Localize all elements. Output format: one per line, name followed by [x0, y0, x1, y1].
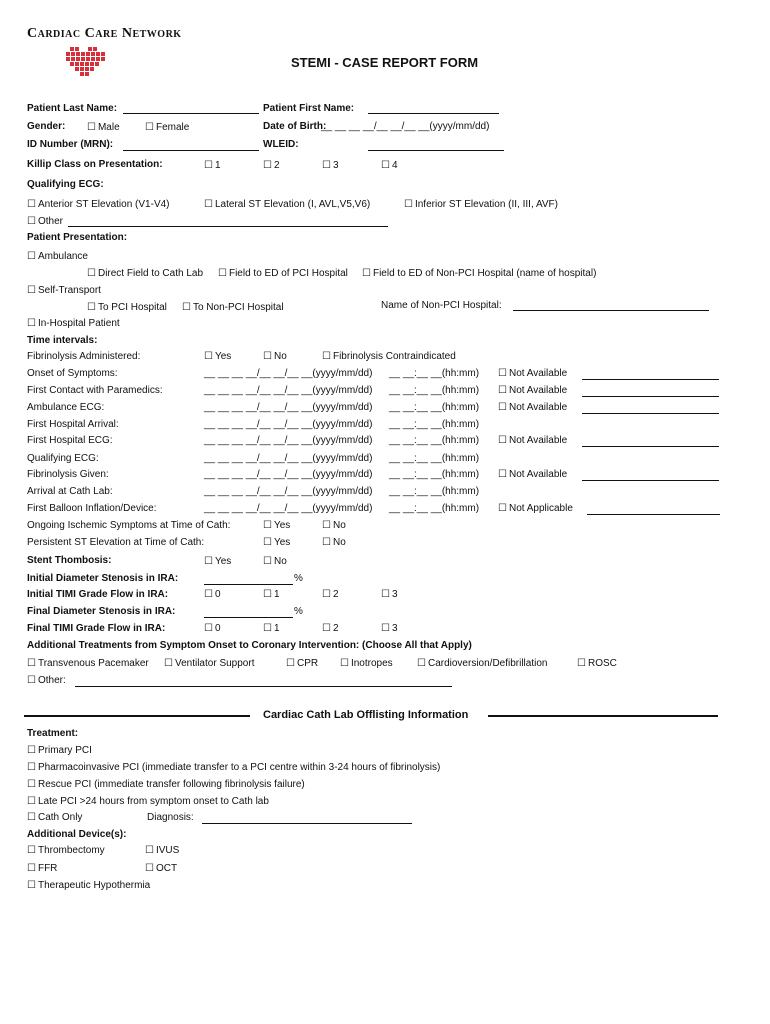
gender-label: Gender:: [27, 121, 66, 132]
wleid-field[interactable]: [368, 150, 504, 151]
logo-text: Cardiac Care Network: [27, 26, 182, 41]
date-field[interactable]: __ __ __ __/__ __/__ __(yyyy/mm/dd): [204, 368, 373, 379]
non-pci-name-field[interactable]: [513, 310, 709, 311]
treatment-label: Treatment:: [27, 728, 79, 739]
cath-only-checkbox[interactable]: ☐ Cath Only: [27, 812, 82, 824]
non-pci-name-label: Name of Non-PCI Hospital:: [381, 300, 502, 311]
reason-field[interactable]: [582, 480, 719, 481]
dob-label: Date of Birth:: [263, 121, 327, 132]
not-available-checkbox[interactable]: ☐ Not Available: [498, 402, 567, 414]
male-checkbox[interactable]: ☐ Male: [87, 122, 120, 134]
to-non-pci-checkbox[interactable]: ☐ To Non-PCI Hospital: [182, 302, 284, 314]
date-field[interactable]: __ __ __ __/__ __/__ __(yyyy/mm/dd): [204, 419, 373, 430]
fibrinolysis-no-checkbox[interactable]: ☐ No: [263, 351, 287, 363]
time-row-label: Fibrinolysis Given:: [27, 469, 109, 480]
initial-stenosis-percent: %: [294, 573, 303, 584]
qualifying-ecg-label: Qualifying ECG:: [27, 179, 104, 190]
date-field[interactable]: __ __ __ __/__ __/__ __(yyyy/mm/dd): [204, 435, 373, 446]
ongoing-no-checkbox[interactable]: ☐ No: [322, 520, 346, 532]
final-stenosis-field[interactable]: [204, 617, 293, 618]
wleid-label: WLEID:: [263, 139, 299, 150]
time-field[interactable]: __ __:__ __(hh:mm): [389, 368, 480, 379]
initial-timi-3-checkbox[interactable]: ☐ 3: [381, 589, 398, 601]
time-row-label: First Hospital Arrival:: [27, 419, 119, 430]
fibrinolysis-yes-checkbox[interactable]: ☐ Yes: [204, 351, 231, 363]
ecg-other-checkbox[interactable]: ☐ Other: [27, 216, 63, 228]
initial-stenosis-field[interactable]: [204, 584, 293, 585]
last-name-field[interactable]: [123, 113, 259, 114]
time-field[interactable]: __ __:__ __(hh:mm): [389, 503, 480, 514]
rosc-checkbox[interactable]: ☐ ROSC: [577, 658, 617, 670]
fibrinolysis-admin-label: Fibrinolysis Administered:: [27, 351, 141, 362]
not-available-checkbox[interactable]: ☐ Not Available: [498, 469, 567, 481]
first-name-label: Patient First Name:: [263, 103, 355, 114]
section-title: Cardiac Cath Lab Offlisting Information: [263, 709, 469, 721]
reason-field[interactable]: [582, 379, 719, 380]
final-stenosis-percent: %: [294, 606, 303, 617]
time-field[interactable]: __ __:__ __(hh:mm): [389, 402, 480, 413]
ecg-other-field[interactable]: [68, 226, 388, 227]
heart-logo-icon: [66, 45, 106, 81]
id-number-field[interactable]: [123, 150, 259, 151]
not-available-checkbox[interactable]: ☐ Not Available: [498, 385, 567, 397]
lateral-checkbox[interactable]: ☐ Lateral ST Elevation (I, AVL,V5,V6): [204, 199, 370, 211]
hypothermia-checkbox[interactable]: ☐ Therapeutic Hypothermia: [27, 880, 150, 892]
initial-timi-0-checkbox[interactable]: ☐ 0: [204, 589, 221, 601]
id-number-label: ID Number (MRN):: [27, 139, 114, 150]
first-name-field[interactable]: [368, 113, 499, 114]
devices-label: Additional Device(s):: [27, 829, 127, 840]
date-field[interactable]: __ __ __ __/__ __/__ __(yyyy/mm/dd): [204, 453, 373, 464]
fibrinolysis-contraindicated-checkbox[interactable]: ☐ Fibrinolysis Contraindicated: [322, 351, 456, 363]
ambulance-checkbox[interactable]: ☐ Ambulance: [27, 251, 88, 263]
to-pci-checkbox[interactable]: ☐ To PCI Hospital: [87, 302, 167, 314]
treatment-other-checkbox[interactable]: ☐ Other:: [27, 675, 66, 687]
cpr-checkbox[interactable]: ☐ CPR: [286, 658, 318, 670]
stent-label: Stent Thombosis:: [27, 555, 112, 566]
initial-timi-1-checkbox[interactable]: ☐ 1: [263, 589, 280, 601]
date-field[interactable]: __ __ __ __/__ __/__ __(yyyy/mm/dd): [204, 503, 373, 514]
ongoing-yes-checkbox[interactable]: ☐ Yes: [263, 520, 290, 532]
final-timi-0-checkbox[interactable]: ☐ 0: [204, 623, 221, 635]
time-field[interactable]: __ __:__ __(hh:mm): [389, 435, 480, 446]
final-timi-3-checkbox[interactable]: ☐ 3: [381, 623, 398, 635]
page-title: STEMI - CASE REPORT FORM: [291, 55, 479, 70]
additional-treatments-label: Additional Treatments from Symptom Onset to Coronary Intervention: (Choose All that Apply): [27, 640, 472, 651]
reason-field[interactable]: [582, 446, 719, 447]
time-field[interactable]: __ __:__ __(hh:mm): [389, 469, 480, 480]
female-checkbox[interactable]: ☐ Female: [145, 122, 189, 134]
primary-pci-checkbox[interactable]: ☐ Primary PCI: [27, 745, 92, 757]
time-row-label: First Contact with Paramedics:: [27, 385, 163, 396]
pacemaker-checkbox[interactable]: ☐ Transvenous Pacemaker: [27, 658, 149, 670]
reason-field[interactable]: [582, 396, 719, 397]
time-field[interactable]: __ __:__ __(hh:mm): [389, 453, 480, 464]
final-timi-1-checkbox[interactable]: ☐ 1: [263, 623, 280, 635]
section-divider-left: [24, 715, 250, 717]
initial-timi-2-checkbox[interactable]: ☐ 2: [322, 589, 339, 601]
pharmaco-pci-checkbox[interactable]: ☐ Pharmacoinvasive PCI (immediate transfer to a PCI centre within 3-24 hours of fibrinolysis): [27, 762, 440, 774]
killip-1-checkbox[interactable]: ☐ 1: [204, 160, 221, 172]
time-row-label: First Balloon Inflation/Device:: [27, 503, 157, 514]
thrombectomy-checkbox[interactable]: ☐ Thrombectomy: [27, 845, 105, 857]
not-available-checkbox[interactable]: ☐ Not Available: [498, 368, 567, 380]
direct-cath-checkbox[interactable]: ☐ Direct Field to Cath Lab: [87, 268, 203, 280]
reason-field[interactable]: [582, 413, 719, 414]
time-row-label: Qualifying ECG:: [27, 453, 99, 464]
initial-timi-label: Initial TIMI Grade Flow in IRA:: [27, 589, 169, 600]
field-pci-checkbox[interactable]: ☐ Field to ED of PCI Hospital: [218, 268, 348, 280]
time-row-label: Ambulance ECG:: [27, 402, 105, 413]
presentation-label: Patient Presentation:: [27, 232, 128, 243]
anterior-checkbox[interactable]: ☐ Anterior ST Elevation (V1-V4): [27, 199, 170, 211]
not-available-checkbox[interactable]: ☐ Not Available: [498, 435, 567, 447]
time-row-label: Onset of Symptoms:: [27, 368, 118, 379]
not-applicable-checkbox[interactable]: ☐ Not Applicable: [498, 503, 573, 515]
final-timi-label: Final TIMI Grade Flow in IRA:: [27, 623, 166, 634]
stent-yes-checkbox[interactable]: ☐ Yes: [204, 556, 231, 568]
cardioversion-checkbox[interactable]: ☐ Cardioversion/Defibrillation: [417, 658, 547, 670]
section-divider-right: [488, 715, 718, 717]
in-hospital-checkbox[interactable]: ☐ In-Hospital Patient: [27, 318, 120, 330]
killip-3-checkbox[interactable]: ☐ 3: [322, 160, 339, 172]
late-pci-checkbox[interactable]: ☐ Late PCI >24 hours from symptom onset to Cath lab: [27, 796, 269, 808]
oct-checkbox[interactable]: ☐ OCT: [145, 863, 177, 875]
persistent-yes-checkbox[interactable]: ☐ Yes: [263, 537, 290, 549]
ongoing-label: Ongoing Ischemic Symptoms at Time of Cath:: [27, 520, 231, 531]
time-row-label: First Hospital ECG:: [27, 435, 113, 446]
killip-label: Killip Class on Presentation:: [27, 159, 163, 170]
inferior-checkbox[interactable]: ☐ Inferior ST Elevation (II, III, AVF): [404, 199, 558, 211]
last-name-label: Patient Last Name:: [27, 103, 118, 114]
time-row-label: Arrival at Cath Lab:: [27, 486, 113, 497]
stent-no-checkbox[interactable]: ☐ No: [263, 556, 287, 568]
final-timi-2-checkbox[interactable]: ☐ 2: [322, 623, 339, 635]
inotropes-checkbox[interactable]: ☐ Inotropes: [340, 658, 393, 670]
ventilator-checkbox[interactable]: ☐ Ventilator Support: [164, 658, 254, 670]
time-field[interactable]: __ __:__ __(hh:mm): [389, 419, 480, 430]
killip-2-checkbox[interactable]: ☐ 2: [263, 160, 280, 172]
ffr-checkbox[interactable]: ☐ FFR: [27, 863, 57, 875]
date-field[interactable]: __ __ __ __/__ __/__ __(yyyy/mm/dd): [204, 469, 373, 480]
persistent-no-checkbox[interactable]: ☐ No: [322, 537, 346, 549]
treatment-other-field[interactable]: [75, 686, 452, 687]
self-transport-checkbox[interactable]: ☐ Self-Transport: [27, 285, 101, 297]
date-field[interactable]: __ __ __ __/__ __/__ __(yyyy/mm/dd): [204, 486, 373, 497]
diagnosis-label: Diagnosis:: [147, 812, 194, 823]
field-non-pci-checkbox[interactable]: ☐ Field to ED of Non-PCI Hospital (name of hospital): [362, 268, 596, 280]
time-field[interactable]: __ __:__ __(hh:mm): [389, 486, 480, 497]
time-field[interactable]: __ __:__ __(hh:mm): [389, 385, 480, 396]
date-field[interactable]: __ __ __ __/__ __/__ __(yyyy/mm/dd): [204, 402, 373, 413]
reason-field[interactable]: [587, 514, 720, 515]
initial-stenosis-label: Initial Diameter Stenosis in IRA:: [27, 573, 179, 584]
date-field[interactable]: __ __ __ __/__ __/__ __(yyyy/mm/dd): [204, 385, 373, 396]
final-stenosis-label: Final Diameter Stenosis in IRA:: [27, 606, 176, 617]
persistent-label: Persistent ST Elevation at Time of Cath:: [27, 537, 205, 548]
dob-field[interactable]: __ __ __ __/__ __/__ __(yyyy/mm/dd): [321, 121, 490, 132]
ivus-checkbox[interactable]: ☐ IVUS: [145, 845, 179, 857]
time-intervals-label: Time intervals:: [27, 335, 98, 346]
rescue-pci-checkbox[interactable]: ☐ Rescue PCI (immediate transfer following fibrinolysis failure): [27, 779, 305, 791]
diagnosis-field[interactable]: [202, 823, 412, 824]
killip-4-checkbox[interactable]: ☐ 4: [381, 160, 398, 172]
